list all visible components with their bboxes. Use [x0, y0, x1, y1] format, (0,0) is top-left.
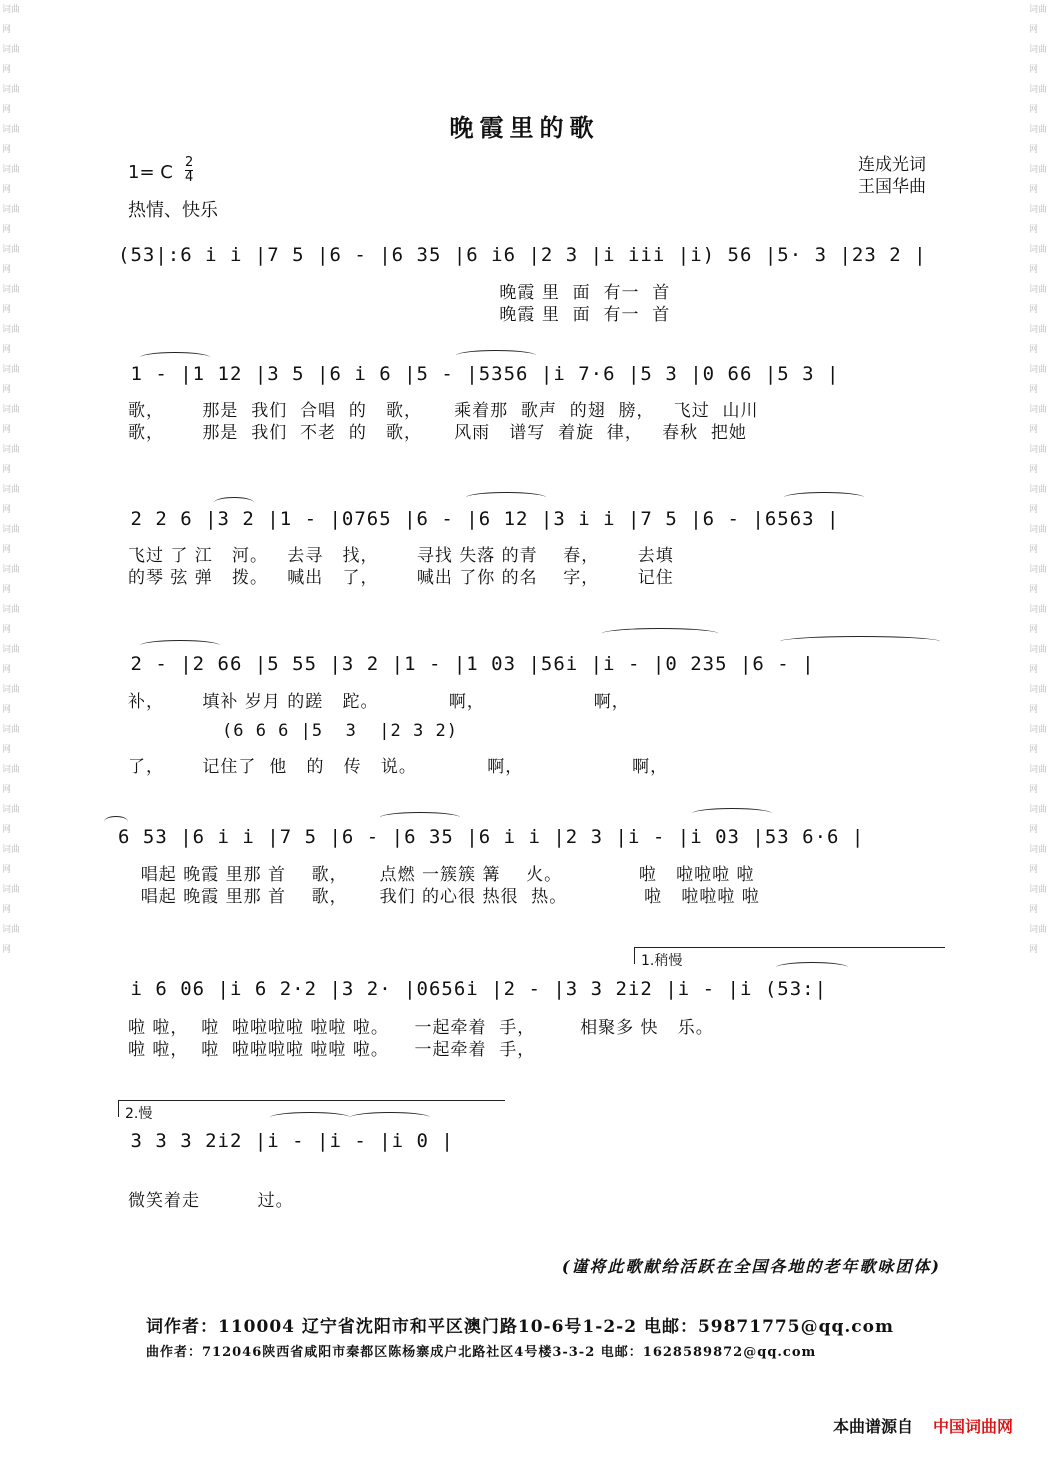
notation-row-5: 6 53 |6 i i |7 5 |6 - |6 35 |6 i i |2 3 |i - |i 03 |53 6·6 |: [118, 826, 865, 848]
lyrics-row-1-verse-1: 晚霞 里 面 有一 首: [128, 283, 671, 303]
slur: [776, 962, 848, 973]
lyrics-row-1-verse-2: 晚霞 里 面 有一 首: [128, 305, 671, 325]
lyrics-row-6-verse-2: 啦 啦， 啦 啦啦啦啦 啦啦 啦。 一起牵着 手，: [128, 1040, 536, 1060]
slur: [784, 492, 864, 503]
source-label: 本曲谱源自: [832, 1417, 913, 1436]
notation-row-1: (53|:6 i i |7 5 |6 - |6 35 |6 i6 |2 3 |i iii |i) 56 |5· 3 |23 2 |: [118, 244, 927, 266]
key-signature: 1= C: [128, 162, 173, 183]
second-ending: 2.慢: [118, 1100, 505, 1117]
lyrics-row-2-verse-2: 歌， 那是 我们 不老 的 歌， 风雨 谱写 着旋 律， 春秋 把她: [128, 423, 747, 443]
slur: [380, 812, 460, 823]
composer-address: 曲作者：712046陕西省咸阳市秦都区陈杨寨成户北路社区4号楼3-3-2 电邮：1628589872@qq.com: [146, 1345, 817, 1360]
slur: [140, 352, 210, 363]
lyrics-row-7: 微笑着走 过。: [128, 1191, 294, 1211]
time-signature-top: 2: [185, 155, 194, 170]
source-credit: [833, 1414, 1013, 1437]
dedication-note: (谨将此歌献给活跃在全国各地的老年歌咏团体): [561, 1257, 941, 1276]
notation-row-6: i 6 06 |i 6 2·2 |3 2· |0656i |2 - |3 3 2i2 |i - |i (53:|: [118, 978, 828, 1000]
slur: [692, 808, 772, 819]
slur: [350, 1112, 430, 1123]
slur: [602, 628, 718, 639]
lyrics-row-3-verse-1: 飞过 了 江 河。 去寻 找， 寻找 失落 的青 春， 去填: [128, 546, 674, 566]
credits: [858, 154, 926, 198]
notation-row-4: 2 - |2 66 |5 55 |3 2 |1 - |1 03 |56i |i - |0 235 |6 - |: [118, 653, 815, 675]
lyrics-row-6-verse-1: 啦 啦， 啦 啦啦啦啦 啦啦 啦。 一起牵着 手， 相聚多 快 乐。: [128, 1018, 714, 1038]
notation-row-2: 1 - |1 12 |3 5 |6 i 6 |5 - |5356 |i 7·6 |5 3 |0 66 |5 3 |: [118, 363, 840, 385]
lyrics-row-3-verse-2: 的琴 弦 弹 拨。 喊出 了， 喊出 了你 的名 字， 记住: [128, 568, 674, 588]
lyrics-row-5-verse-2: 唱起 晚霞 里那 首 歌， 我们 的心很 热很 热。 啦 啦啦啦 啦: [128, 887, 760, 907]
lyrics-row-4-verse-1: 补， 填补 岁月 的蹉 跎。 啊， 啊，: [128, 692, 630, 712]
notation-row-7: 3 3 3 2i2 |i - |i - |i 0 |: [118, 1130, 454, 1152]
source-brand-link[interactable]: 中国词曲网: [932, 1417, 1013, 1436]
slur: [780, 636, 940, 647]
song-title: 晚霞里的歌: [449, 113, 600, 142]
lyrics-row-2-verse-1: 歌， 那是 我们 合唱 的 歌， 乘着那 歌声 的翅 膀， 飞过 山川: [128, 401, 759, 421]
slur: [214, 497, 254, 508]
composer-credit: 王国华曲: [858, 177, 926, 197]
slur: [140, 640, 220, 651]
interlude-notation: (6 6 6 |5 3 |2 3 2): [222, 721, 458, 741]
time-signature: [185, 156, 193, 185]
slur: [466, 492, 546, 503]
notation-row-3: 2 2 6 |3 2 |1 - |0765 |6 - |6 12 |3 i i |7 5 |6 - |6563 |: [118, 508, 840, 530]
tempo-marking: 热情、快乐: [128, 200, 218, 221]
time-signature-bottom: 4: [185, 170, 194, 185]
slur: [270, 1112, 350, 1123]
watermark-strip-left: 词曲网 词曲网 词曲网 词曲网 词曲网 词曲网 词曲网 词曲网 词曲网 词曲网 词曲网 词曲网 词曲网 词曲网 词曲网 词曲网 词曲网 词曲网 词曲网 词曲网 词曲网 词曲网 词曲网 词曲网: [2, 5, 20, 955]
lyrics-row-5-verse-1: 唱起 晚霞 里那 首 歌， 点燃 一簇簇 篝 火。 啦 啦啦啦 啦: [128, 865, 755, 885]
lyricist-address: 词作者：110004 辽宁省沈阳市和平区澳门路10-6号1-2-2 电邮：59871775@qq.com: [146, 1317, 894, 1337]
first-ending: 1.稍慢: [634, 947, 945, 964]
lyrics-row-4-verse-2: 了， 记住了 他 的 传 说。 啊， 啊，: [128, 757, 669, 777]
watermark-strip-right: 词曲网 词曲网 词曲网 词曲网 词曲网 词曲网 词曲网 词曲网 词曲网 词曲网 词曲网 词曲网 词曲网 词曲网 词曲网 词曲网 词曲网 词曲网 词曲网 词曲网 词曲网 词曲网 词曲网 词曲网: [1029, 5, 1047, 955]
lyricist-credit: 连成光词: [858, 155, 926, 175]
slur: [456, 350, 536, 361]
